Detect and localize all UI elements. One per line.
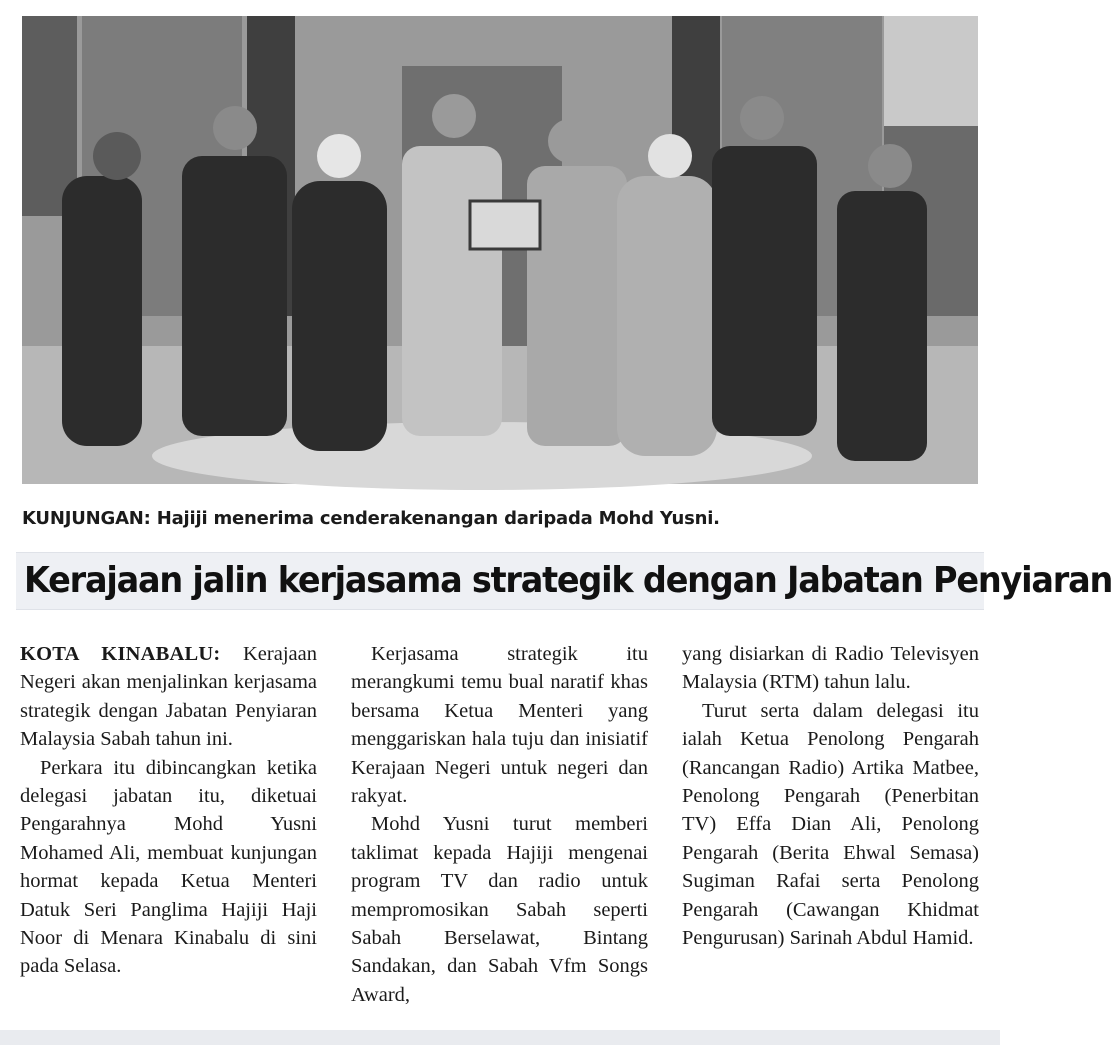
- article-paragraph: [20, 640, 317, 754]
- dateline: KOTA KINABALU:: [20, 643, 221, 665]
- article-column-2: [351, 640, 648, 1009]
- article-paragraph: yang disiarkan di Radio Televisyen Malaysia (RTM) tahun lalu.: [682, 643, 979, 694]
- photo-people-icon: [22, 16, 978, 484]
- article-paragraph: Turut serta dalam delegasi itu ialah Ketua Penolong Pengarah (Rancangan Radio) Artika Matbee, Penolong Pengarah (Penerbitan TV) Effa Dian Ali, Penolong Pengarah (Berita Ehwal Semasa) Sugiman Rafai serta Penolong Pengarah (Cawangan Khidmat Pengurusan) Sarinah Abdul Hamid.: [682, 699, 979, 950]
- article-paragraph: Mohd Yusni turut memberi taklimat kepada Hajiji mengenai program TV dan radio untuk mempromosikan Sabah seperti Sabah Berselawat, Bintang Sandakan, dan Sabah Vfm Songs Award,: [351, 813, 648, 1006]
- article-column-3: [682, 640, 979, 1009]
- article-headline: Kerajaan jalin kerjasama strategik dengan Jabatan Penyiaran: [24, 560, 1112, 601]
- page-bottom-strip: [0, 1030, 1000, 1045]
- article-paragraph: Perkara itu dibincangkan ketika delegasi jabatan itu, diketuai Pengarahnya Mohd Yusni Mohamed Ali, membuat kunjungan hormat kepada Ketua Menteri Datuk Seri Panglima Hajiji Haji Noor di Menara Kinabalu di sini pada Selasa.: [20, 756, 317, 978]
- photo-caption: KUNJUNGAN: Hajiji menerima cenderakenangan daripada Mohd Yusni.: [22, 508, 720, 529]
- news-photo: [22, 16, 978, 484]
- paragraph-text: Kerajaan Negeri akan menjalinkan kerjasama strategik dengan Jabatan Penyiaran Malaysia Sabah tahun ini.: [20, 643, 317, 751]
- article-body: [20, 640, 980, 1009]
- article-paragraph: Kerjasama strategik itu merangkumi temu bual naratif khas bersama Ketua Menteri yang menggariskan hala tuju dan inisiatif Kerajaan Negeri untuk negeri dan rakyat.: [351, 643, 648, 808]
- article-column-1: [20, 640, 317, 1009]
